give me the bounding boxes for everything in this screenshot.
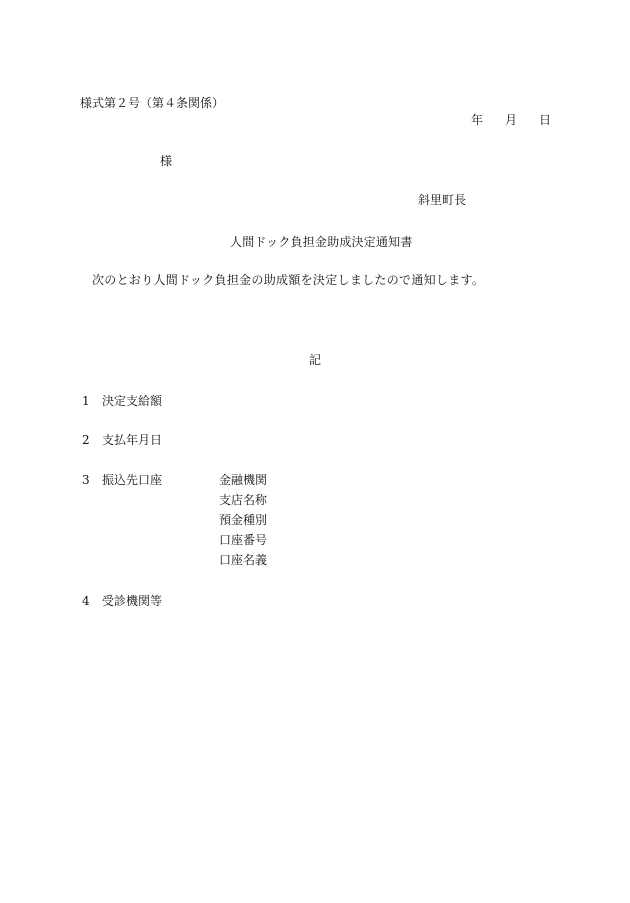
ki-heading: 記	[309, 353, 322, 367]
bank-field-account-type: 預金種別	[219, 513, 268, 527]
item-label-bank-account: 振込先口座	[102, 473, 163, 487]
date-line	[471, 113, 551, 127]
item-number: 2	[82, 433, 90, 447]
date-month: 月	[505, 113, 518, 127]
bank-field-institution: 金融機関	[219, 473, 268, 487]
item-number: 3	[82, 473, 90, 487]
item-number: 4	[82, 594, 90, 608]
addressee-suffix: 様	[160, 154, 173, 168]
item-label-medical-institution: 受診機関等	[102, 594, 163, 608]
date-day: 日	[539, 113, 552, 127]
bank-field-account-holder: 口座名義	[219, 553, 268, 567]
date-year: 年	[471, 113, 484, 127]
bank-field-branch: 支店名称	[219, 493, 268, 507]
document-title: 人間ドック負担金助成決定通知書	[230, 235, 413, 249]
issuer-name: 斜里町長	[418, 193, 467, 207]
item-number: 1	[82, 394, 90, 408]
item-label-payment-date: 支払年月日	[102, 433, 163, 447]
bank-field-account-number: 口座番号	[219, 533, 268, 547]
item-label-payment-amount: 決定支給額	[102, 394, 163, 408]
form-number: 様式第２号（第４条関係）	[80, 96, 225, 110]
body-text: 次のとおり人間ドック負担金の助成額を決定しましたので通知します。	[92, 273, 485, 287]
